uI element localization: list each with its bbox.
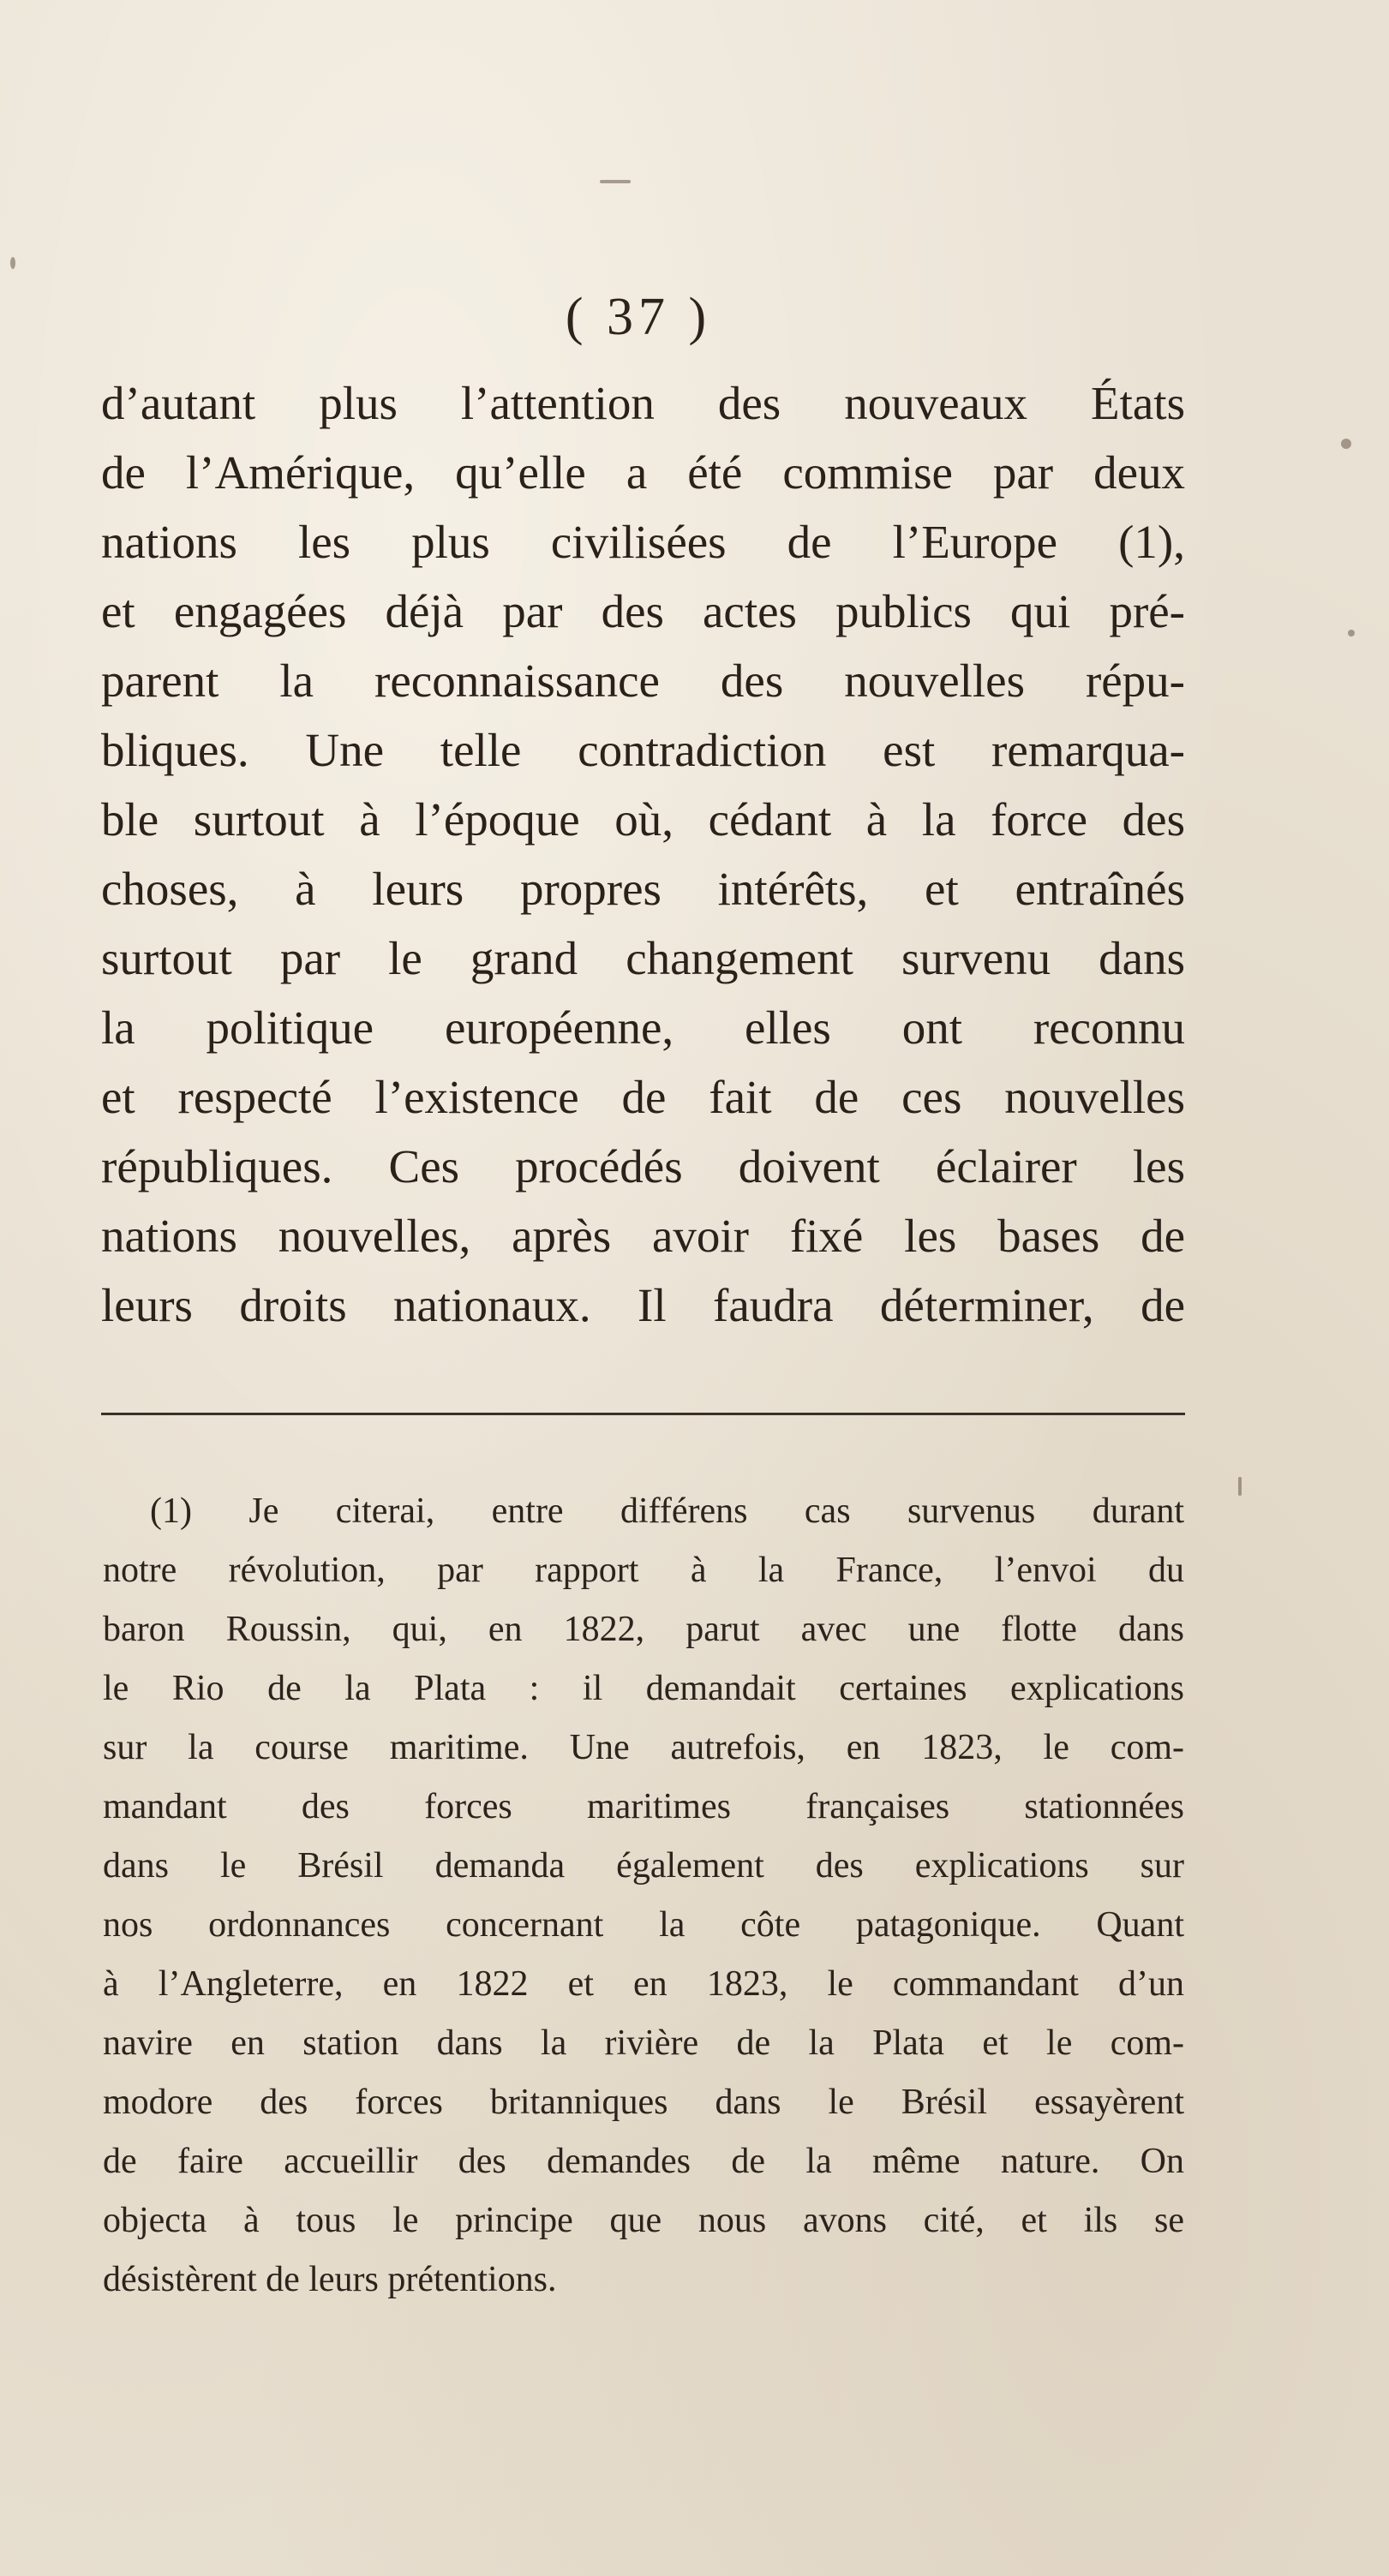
footnote-line: modore des forces britanniques dans le Brésil essayèrent (103, 2083, 1184, 2122)
body-line: surtout par le grand changement survenu dans (101, 932, 1185, 984)
footnote-line: baron Roussin, qui, en 1822, parut avec une flotte dans (103, 1610, 1184, 1649)
body-line: et respecté l’existence de fait de ces nouvelles (101, 1071, 1185, 1123)
body-line: parent la reconnaissance des nouvelles répu- (101, 654, 1185, 707)
footnote-line: objecta à tous le principe que nous avons cité, et ils se (103, 2201, 1184, 2240)
paper-speck (1341, 439, 1351, 449)
body-line: choses, à leurs propres intérêts, et entraînés (101, 863, 1185, 915)
paper-speck (600, 180, 631, 183)
body-line: ble surtout à l’époque où, cédant à la force des (101, 793, 1185, 846)
body-line: bliques. Une telle contradiction est remarqua- (101, 724, 1185, 776)
footnote-line: nos ordonnances concernant la côte patagonique. Quant (103, 1905, 1184, 1945)
body-line: leurs droits nationaux. Il faudra déterminer, de (101, 1279, 1185, 1331)
paper-speck (1348, 630, 1355, 637)
body-line: nations les plus civilisées de l’Europe (1), (101, 516, 1185, 568)
footnote-line: de faire accueillir des demandes de la même nature. On (103, 2142, 1184, 2181)
footnote-separator-rule (101, 1413, 1185, 1415)
body-line: la politique européenne, elles ont reconnu (101, 1001, 1185, 1054)
footnote-line: (1) Je citerai, entre différens cas survenus durant (150, 1491, 1184, 1531)
paper-speck (1238, 1477, 1242, 1496)
page-number: ( 37 ) (565, 288, 712, 346)
footnote-line: dans le Brésil demanda également des explications sur (103, 1846, 1184, 1886)
footnote-line: mandant des forces maritimes françaises stationnées (103, 1787, 1184, 1826)
body-line: d’autant plus l’attention des nouveaux États (101, 377, 1185, 429)
footnote (103, 1482, 1184, 2310)
paper-speck (10, 257, 15, 269)
footnote-line: sur la course maritime. Une autrefois, en 1823, le com- (103, 1728, 1184, 1767)
footnote-line: notre révolution, par rapport à la France, l’envoi du (103, 1551, 1184, 1590)
body-line: de l’Amérique, qu’elle a été commise par deux (101, 446, 1185, 499)
footnote-line: le Rio de la Plata : il demandait certaines explications (103, 1669, 1184, 1708)
body-text (101, 368, 1185, 1340)
footnote-line: navire en station dans la rivière de la Plata et le com- (103, 2023, 1184, 2063)
body-line: républiques. Ces procédés doivent éclairer les (101, 1140, 1185, 1192)
footnote-line: désistèrent de leurs prétentions. (103, 2260, 557, 2299)
footnote-line: à l’Angleterre, en 1822 et en 1823, le commandant d’un (103, 1964, 1184, 2004)
body-line: et engagées déjà par des actes publics qui pré- (101, 585, 1185, 637)
body-line: nations nouvelles, après avoir fixé les bases de (101, 1210, 1185, 1262)
